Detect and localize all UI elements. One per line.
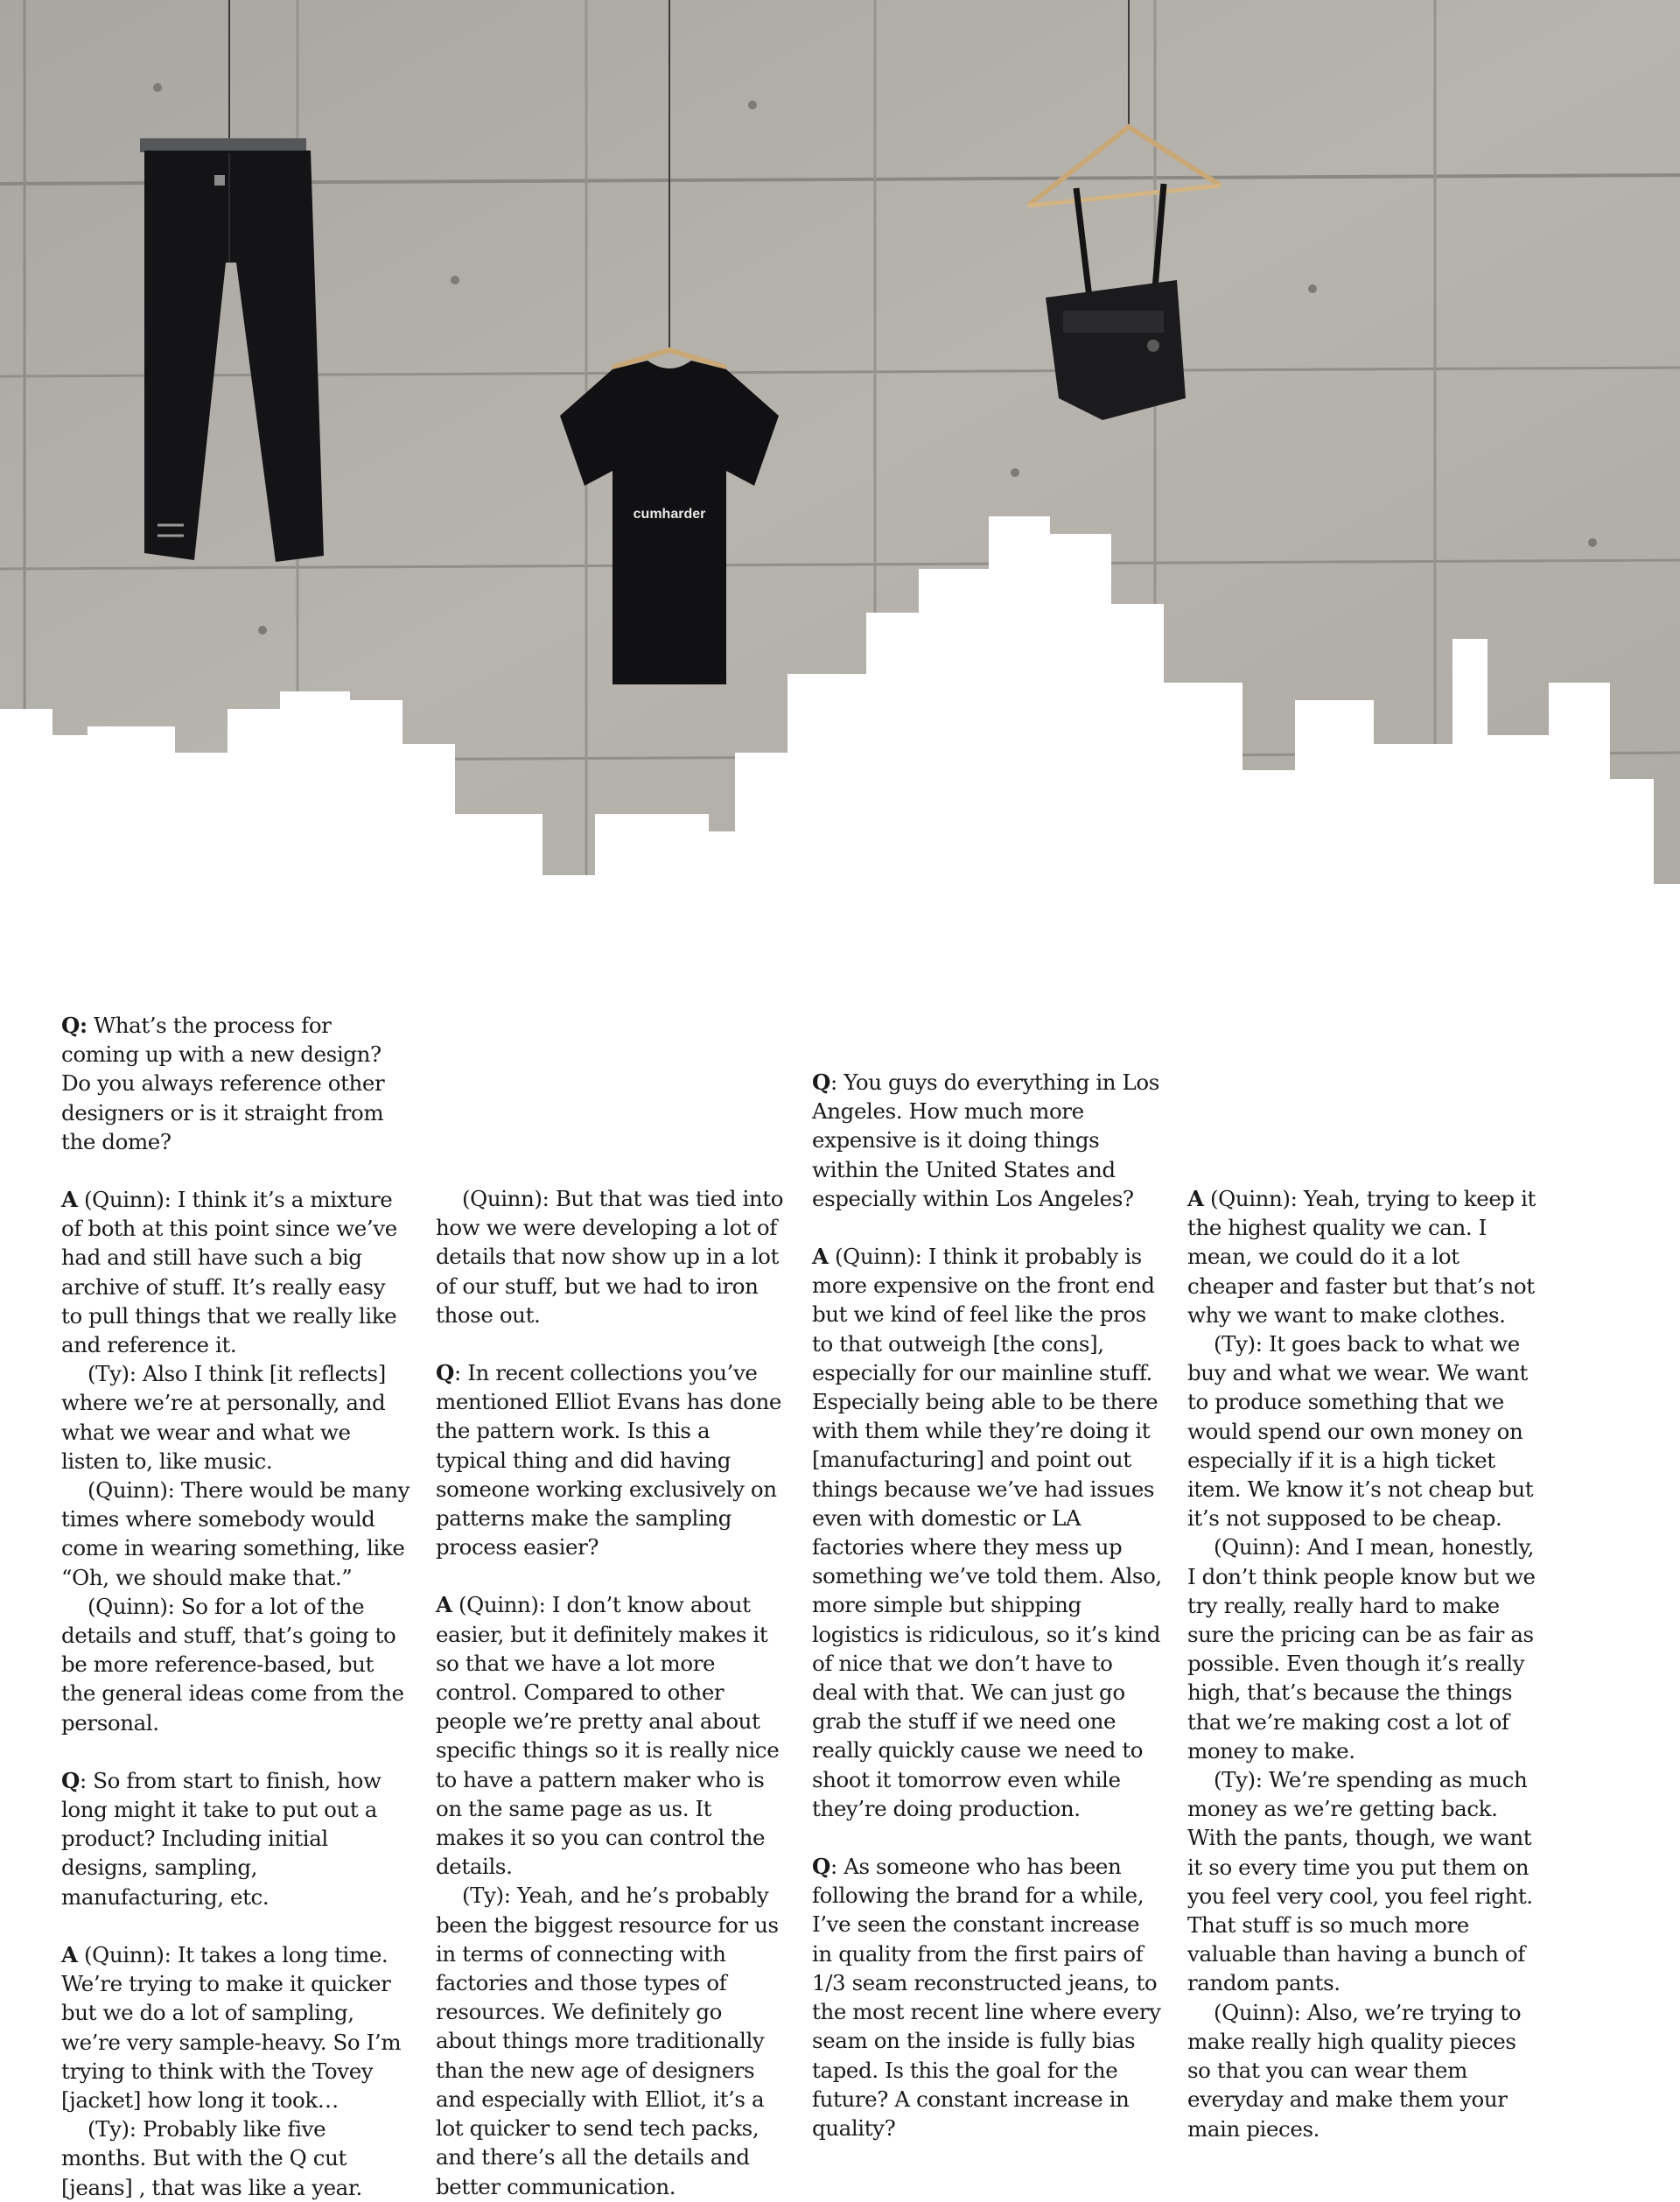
answer-continuation: (Quinn): Also, we’re trying to make really high quality pieces so that you can wear them everyday and make them your main pieces. — [1187, 1999, 1522, 2142]
column-3 — [812, 1068, 1162, 2142]
answer-continuation: (Ty): It goes back to what we buy and what we wear. We want to produce something that we would spend our own money on especially if it is a high ticket item. We know it’s not cheap but it’s not supposed to be cheap. — [1187, 1331, 1534, 1532]
answer-label: A — [1187, 1186, 1204, 1211]
answer-4: A (Quinn): I think it probably is more expensive on the front end but we kind of feel like the pros to that outweigh [the cons], especially for our mainline stuff. Especially being able to be there with them while they’re doing it [manufacturing] and point out things because we’ve had issues even with domestic or LA factories where they mess up something we’ve told them. Also, more simple but shipping logistics is ridiculous, so it’s kind of nice that we don’t have to deal with that. We can just go grab the stuff if we need one really quickly cause we need to shoot it tomorrow even while they’re doing production. — [812, 1244, 1162, 1821]
question-1: Q: What’s the process for coming up with a new design? Do you always reference other designers or is it straight from the dome? — [61, 1013, 385, 1154]
answer-continuation: (Ty): Probably like five months. But with the Q cut [jeans] , that was like a year. — [61, 2116, 362, 2200]
tshirt-print: cumharder — [633, 507, 706, 522]
answer-5: A (Quinn): Yeah, trying to keep it the highest quality we can. I mean, we could do it a lot cheaper and faster but that’s not why we want to make clothes. — [1187, 1186, 1536, 1328]
question-label: Q — [61, 1767, 80, 1793]
answer-2: A (Quinn): It takes a long time. We’re trying to make it quicker but we do a lot of sampling, we’re very sample-heavy. So I’m trying to think with the Tovey [jacket] how long it took… — [61, 1941, 402, 2113]
answer-continuation: (Ty): Also I think [it reflects] where we’re at personally, and what we wear and what we listen to, like music. — [61, 1361, 386, 1474]
answer-continuation: (Quinn): So for a lot of the details and stuff, that’s going to be more reference-based, but the general ideas come from the personal. — [61, 1593, 404, 1736]
answer-continuation: (Ty): Yeah, and he’s probably been the biggest resource for us in terms of connecting with factories and those types of resources. We definitely go about things more traditionally than the new age of designers and especially with Elliot, it’s a lot quicker to send tech packs, and there’s all the details and better communication. — [436, 1883, 779, 2199]
question-5: Q: As someone who has been following the brand for a while, I’ve seen the constant increase in quality from the first pairs of 1/3 seam reconstructed jeans, to the most recent line where every seam on the inside is fully bias taped. Is this the goal for the future? A constant increase in quality? — [812, 1854, 1161, 2141]
question-label: Q — [812, 1069, 830, 1095]
answer-3: A (Quinn): I don’t know about easier, but it definitely makes it so that we have a lot more control. Compared to other people we’re pretty anal about specific things so it is really nice to have a pattern maker who is on the same page as us. It makes it so you can control the details. — [436, 1592, 780, 1880]
question-3: Q: In recent collections you’ve mentioned Elliot Evans has done the pattern work. Is this a typical thing and did having someone working exclusively on patterns make the sampling process easier? — [436, 1360, 781, 1560]
answer-label: A — [812, 1244, 829, 1270]
answer-continuation: (Ty): We’re spending as much money as we’re getting back. With the pants, though, we want it so every time you put them on you feel very cool, you feel right. That stuff is so much more valuable than having a bunch of random pants. — [1187, 1767, 1533, 1996]
question-label: Q — [812, 1854, 830, 1880]
answer-continuation: (Quinn): There would be many times where somebody would come in wearing something, like “Oh, we should make that.” — [61, 1477, 410, 1590]
answer-label: A — [436, 1592, 452, 1618]
column-1 — [61, 1011, 411, 2202]
question-label: Q — [436, 1360, 454, 1386]
question-2: Q: So from start to finish, how long might it take to put out a product? Including initial designs, sampling, manufacturing, etc. — [61, 1767, 382, 1910]
column-2 — [436, 1184, 786, 2201]
answer-label: A — [61, 1941, 78, 1967]
question-label: Q: — [61, 1013, 88, 1038]
answer-continuation: (Quinn): But that was tied into how we were developing a lot of details that now show up in a lot of our stuff, but we had to iron those out. — [436, 1186, 784, 1328]
answer-label: A — [61, 1187, 78, 1213]
concrete-wall — [0, 0, 1680, 884]
column-4 — [1187, 1184, 1537, 2143]
hero-photo — [0, 0, 1680, 884]
answer-1: A (Quinn): I think it’s a mixture of both at this point since we’ve had and still have such a big archive of stuff. It’s really easy to pull things that we really like and reference it. — [61, 1187, 397, 1358]
answer-continuation: (Quinn): And I mean, honestly, I don’t think people know but we try really, really hard to make sure the pricing can be as fair as possible. Even though it’s really high, that’s because the things that we’re making cost a lot of money to make. — [1187, 1534, 1536, 1764]
question-4: Q: You guys do everything in Los Angeles. How much more expensive is it doing things within the United States and especially within Los Angeles? — [812, 1069, 1159, 1211]
